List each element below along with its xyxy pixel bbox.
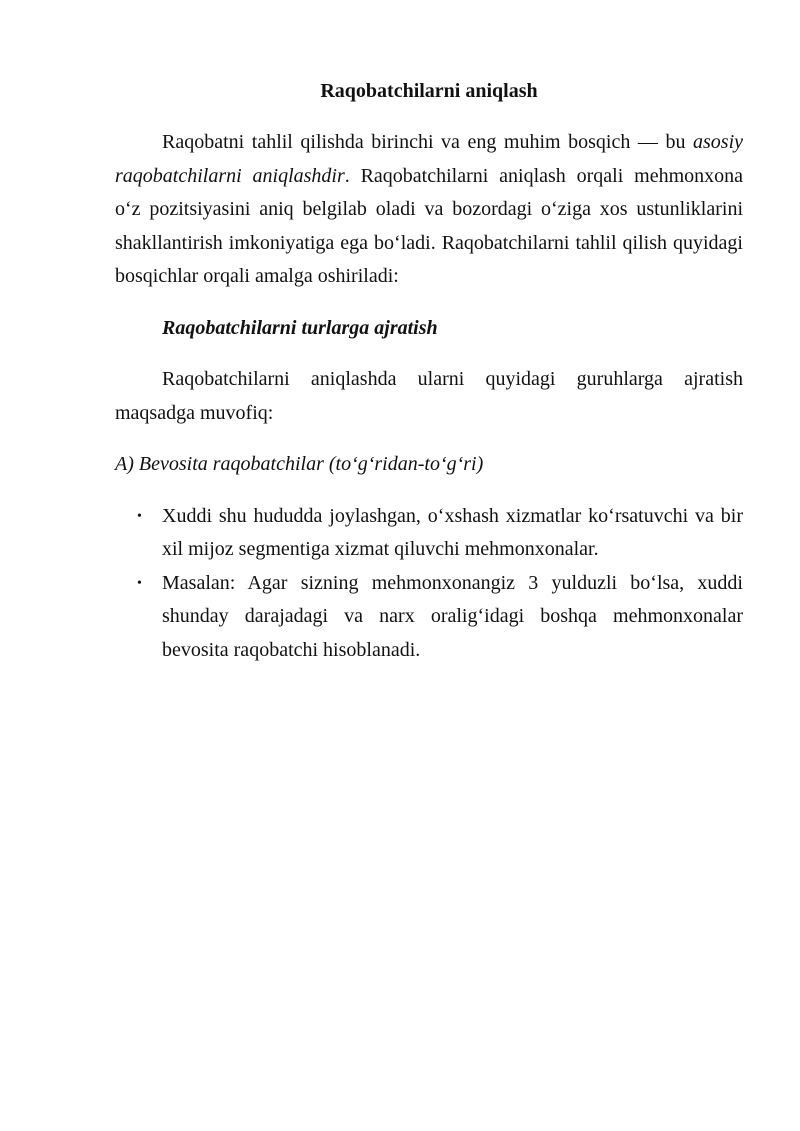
bullet-list [115, 500, 743, 668]
subheading: Raqobatchilarni turlarga ajratish [162, 316, 438, 339]
list-item [115, 567, 743, 668]
intro-text-end: . Raqobatchilarni aniqlash orqali mehmonxona o‘z pozitsiyasini aniq belgilab oladi va bozordagi o‘ziga xos ustunliklarini shakllantirish imkoniyatiga ega bo‘ladi. Raqobatchilarni tahlil qilish quyidagi bosqichlar orqali amalga oshiriladi: [115, 164, 744, 287]
intro-paragraph [115, 126, 743, 294]
page-title: Raqobatchilarni aniqlash [320, 80, 538, 102]
bullet-text: Xuddi shu hududda joylashgan, o‘xshash xizmatlar ko‘rsatuvchi va bir xil mijoz segmentiga xizmat qiluvchi mehmonxonalar. [162, 504, 743, 560]
document-page [115, 75, 743, 667]
intro-text-start: Raqobatni tahlil qilishda birinchi va eng muhim bosqich — bu [162, 131, 693, 153]
bullet-icon: • [137, 575, 142, 591]
grouping-paragraph: Raqobatchilarni aniqlashda ularni quyidagi guruhlarga ajratish maqsadga muvofiq: [115, 368, 743, 424]
bullet-icon: • [137, 508, 142, 524]
intro-emphasis: asosiy raqobatchilarni aniqlashdir [115, 131, 743, 187]
section-a-heading: A) Bevosita raqobatchilar (to‘g‘ridan-to‘g‘ri) [115, 453, 484, 475]
list-item [115, 500, 743, 567]
bullet-text: Masalan: Agar sizning mehmonxonangiz 3 yulduzli bo‘lsa, xuddi shunday darajadagi va narx oralig‘idagi boshqa mehmonxonalar bevosita raqobatchi hisoblanadi. [162, 571, 743, 661]
